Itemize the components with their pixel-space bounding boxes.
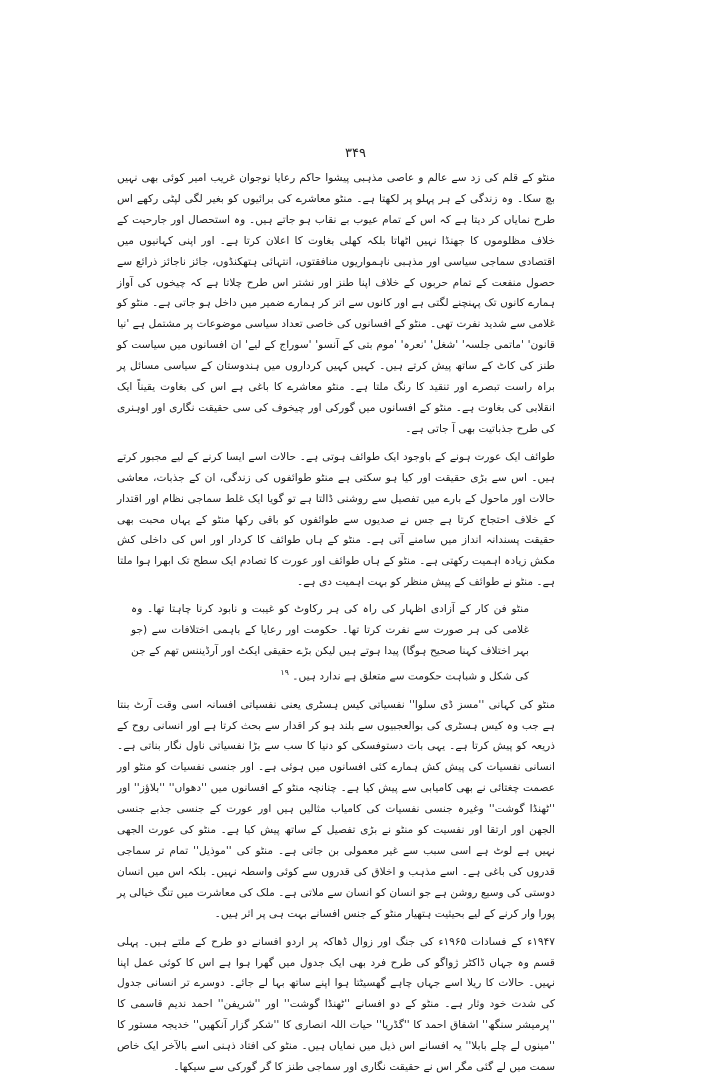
block-quote-text: منٹو فن کار کے آزادی اظہار کی راہ کی ہر رکاوٹ کو غیبت و نابود کرنا چاہتا تھا۔ وہ غلامی کی ہر صورت سے نفرت کرتا تھا۔ حکومت اور رعایا کے باہمی اختلافات سے (جو بہر اختلاف کہنا صحیح ہوگا) پیدا ہوتے ہیں لیکن بڑے حقیقی ایکٹ اور آرڈیننس تھم کے جن کی شکل و شباہت حکومت سے متعلق ہے ندارد ہیں۔ [131,603,529,683]
page-number: ۳۴۹ [345,146,366,161]
paragraph-4: ۱۹۴۷ء کے فسادات ۱۹۶۵ء کی جنگ اور زوال ڈھاکہ پر اردو افسانے دو طرح کے ملتے ہیں۔ پہلی قسم وہ جہاں ڈاکٹر ژواگو کی طرح فرد بھی ایک جدول میں گھرا ہوا ہے اس کا کوئی عمل اپنا نہیں۔ حالات کا ریلا اسے جہاں چاہے گھسیٹتا ہوا اپنے ساتھ بہا لے جائے۔ دوسرے تر انسانی جدول کی شدت خود وثار ہے۔ منٹو کے دو افسانے ''ٹھنڈا گوشت'' اور ''شریفن'' احمد ندیم قاسمی کا ''پرمیشر سنگھ'' اشفاق احمد کا ''گڈریا'' حیات اللہ انصاری کا ''شکر گزار آنکھیں'' خدیجہ مستور کا ''مینوں لے چلے بابلا'' یہ افسانے اس ذیل میں نمایاں ہیں۔ منٹو کی افتاد ذہنی اسے بالآخر ایک خاص سمت میں لے گئی مگر اس نے حقیقت نگاری اور سماجی طنز کا گر گورکی سے سیکھا۔ [117,935,555,1074]
block-quote [117,599,555,688]
paragraph-3: منٹو کی کہانی ''مسز ڈی سلوا'' نفسیاتی کیس ہسٹری یعنی نفسیاتی افسانہ اسی وقت آرٹ بنتا ہے جب وہ کیس ہسٹری کی بوالعجبیوں سے بلند ہو کر اقدار سے بحث کرتا ہے اور انسانی روح کے ذریعہ کو پیش کرتا ہے۔ یہی بات دستوفسکی کو دنیا کا سب سے بڑا نفسیاتی ناول نگار بناتی ہے۔ انسانی نفسیات کی پیش کش ہمارے کئی افسانوں میں ہوئی ہے۔ اور جنسی نفسیات کو منٹو اور عصمت چغتائی نے بھی کامیابی سے پیش کیا ہے۔ چنانچہ منٹو کے افسانوں میں ''دھواں'' ''بلاؤز'' اور ''ٹھنڈا گوشت'' وغیرہ جنسی نفسیات کی کامیاب مثالیں ہیں اور عورت کے جنسی جذبے جنسی الجھن اور ارتقا اور نفسیت کو منٹو نے بڑی تفصیل کے ساتھ پیش کیا ہے۔ منٹو کی عورت الجھی نہیں ہے لوٹ ہے اسی سبب سے غیر معمولی بن جاتی ہے۔ منٹو کی ''موذیل'' تمام تر سماجی قدروں کی باغی ہے۔ اسے مذہب و اخلاق کی قدروں سے کوئی واسطہ نہیں۔ بلکہ اس میں انسان دوستی کی وسیع روشن ہے جو انسان کو انسان سے ملاتی ہے۔ ملک کی معاشرت میں تنگ خیالی پر پورا وار کرنے کے لیے بحیثیت ہتھیار منٹو کے جنس افسانے بہت ہی پر اثر ہیں۔ [117,698,555,920]
body-text [117,168,555,1078]
paragraph-2: طوائف ایک عورت ہونے کے باوجود ایک طوائف ہوتی ہے۔ حالات اسے ایسا کرنے کے لیے مجبور کرتے ہیں۔ اس سے بڑی حقیقت اور کیا ہو سکتی ہے منٹو طوائفوں کی زندگی، ان کے جذبات، معاشی حالات اور ماحول کے بارے میں تفصیل سے روشنی ڈالتا ہے تو گویا ایک غلط سماجی نظام اور اقتدار کے خلاف احتجاج کرتا ہے جس نے صدیوں سے طوائفوں کو باقی رکھا منٹو کے یہاں محبت بھی حقیقت پسندانہ انداز میں سامنے آتی ہے۔ منٹو کے ہاں طوائف کا کردار اور اس کی داخلی کش مکش زیادہ اہمیت رکھتی ہے۔ منٹو کے ہاں طوائف اور عورت کا تصادم ایک سطح تک ابھرا ہوا ملتا ہے۔ منٹو نے طوائف کے پیش منظر کو بہت اہمیت دی ہے۔ [117,450,555,589]
footnote-reference: ۱۹ [280,668,289,678]
paragraph-1: منٹو کے قلم کی زد سے عالم و عاصی مذہبی پیشوا حاکم رعایا نوجوان غریب امیر کوئی بھی نہیں بچ سکا۔ وہ زندگی کے ہر پہلو پر لکھتا ہے۔ منٹو معاشرے کی برائیوں کو بغیر لگی لپٹی رکھے اس طرح نمایاں کر دیتا ہے کہ اس کے تمام عیوب بے نقاب ہو جاتے ہیں۔ وہ استحصال اور جارحیت کے خلاف مظلوموں کا جھنڈا نہیں اٹھاتا بلکہ کھلی بغاوت کا اعلان کرتا ہے۔ اور اپنی کہانیوں میں اقتصادی سماجی سیاسی اور مذہبی ناہمواریوں منافقتوں، انتہائی ہتھکنڈوں، جائز ناجائز ذرائع سے حصول منفعت کے تمام حربوں کے خلاف اپنا طنز اور نشتر اس طرح چلاتا ہے کہ چیخوں کی آواز ہمارے کانوں تک پہنچنے لگتی ہے اور کانوں سے اتر کر ہمارے ضمیر میں داخل ہو جاتی ہے۔ منٹو کو غلامی سے شدید نفرت تھی۔ منٹو کے افسانوں کی خاصی تعداد سیاسی موضوعات پر مشتمل ہے 'نیا قانون' 'ماتمی جلسہ' 'شغل' 'نعرہ' 'موم بتی کے آنسو' 'سوراج کے لیے' ان افسانوں میں سیاست کو طنز کی کاٹ کے ساتھ پیش کرتے ہیں۔ کہیں کہیں کرداروں میں ہندوستان کے سیاسی مسائل پر براہ راست تبصرے اور تنقید کا رنگ ملتا ہے۔ منٹو معاشرے کا باغی ہے اس کی بغاوت یقیناً ایک انقلابی کی بغاوت ہے۔ منٹو کے افسانوں میں گورکی اور چیخوف کی سی حقیقت نگاری اور اوہنری کی طرح جذباتیت بھی آ جاتی ہے۔ [117,172,555,435]
